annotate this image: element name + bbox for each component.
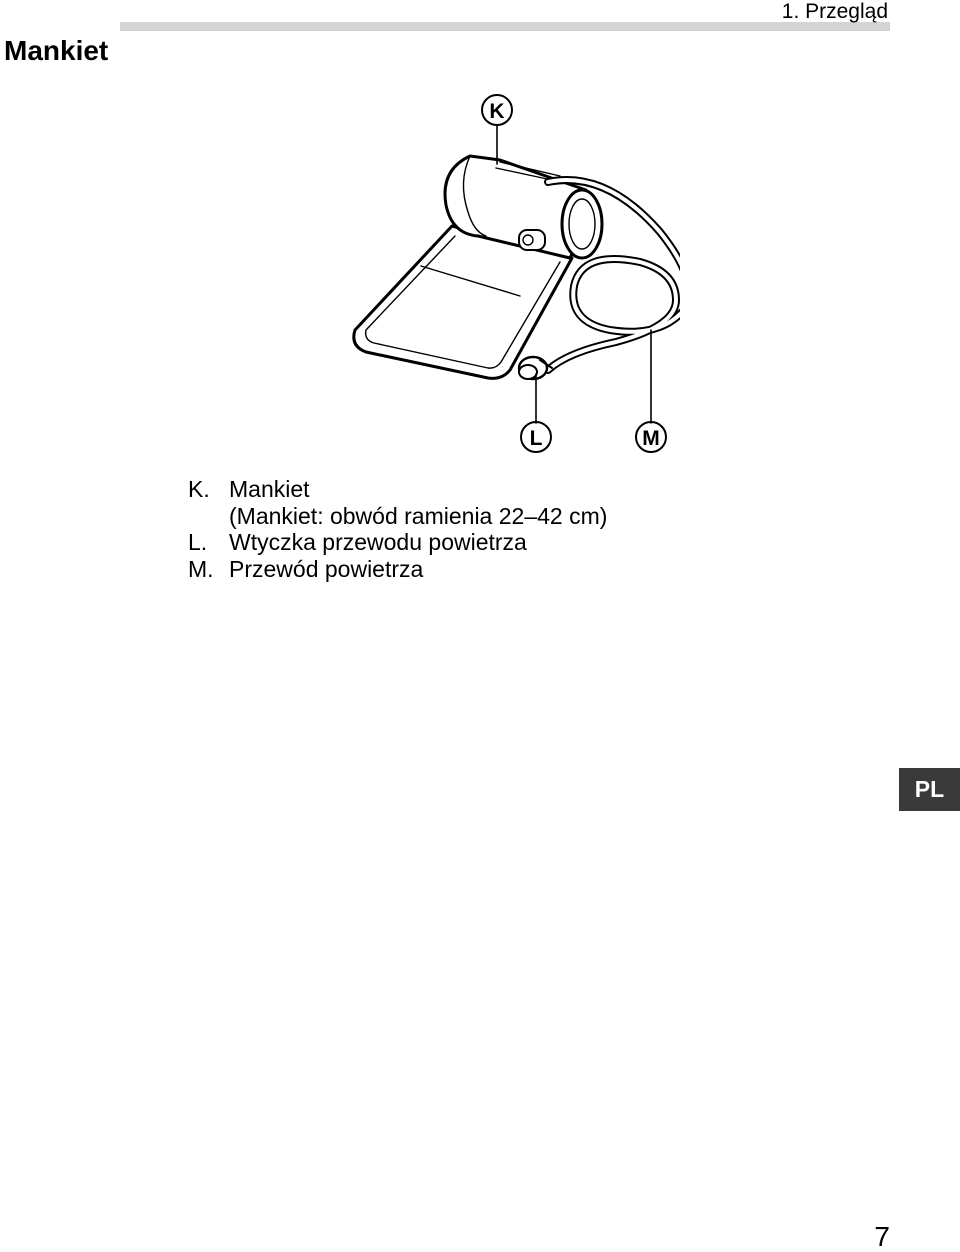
page-number: 7 (874, 1221, 890, 1252)
label-k: K (489, 100, 505, 123)
label-m: M (642, 427, 660, 450)
legend-item-k (188, 476, 607, 503)
legend-detail: (Mankiet: obwód ramienia 22–42 cm) (229, 502, 608, 529)
cuff-opening (562, 190, 602, 258)
legend-text: Mankiet (229, 476, 310, 502)
label-l: L (529, 427, 543, 450)
legend-text: Wtyczka przewodu powietrza (229, 529, 527, 555)
legend-item-m (188, 556, 607, 583)
legend-key: M. (188, 555, 214, 582)
legend-key: L. (188, 529, 208, 555)
cuff-illustration (340, 88, 680, 458)
legend-item-l (188, 529, 607, 556)
language-tab: PL (899, 768, 960, 811)
section-header: 1. Przegląd (781, 0, 888, 23)
page-title: Mankiet (4, 35, 109, 66)
figure-legend (188, 476, 607, 582)
header-rule (120, 22, 890, 31)
legend-text: Przewód powietrza (229, 555, 424, 582)
legend-key: K. (188, 476, 210, 502)
